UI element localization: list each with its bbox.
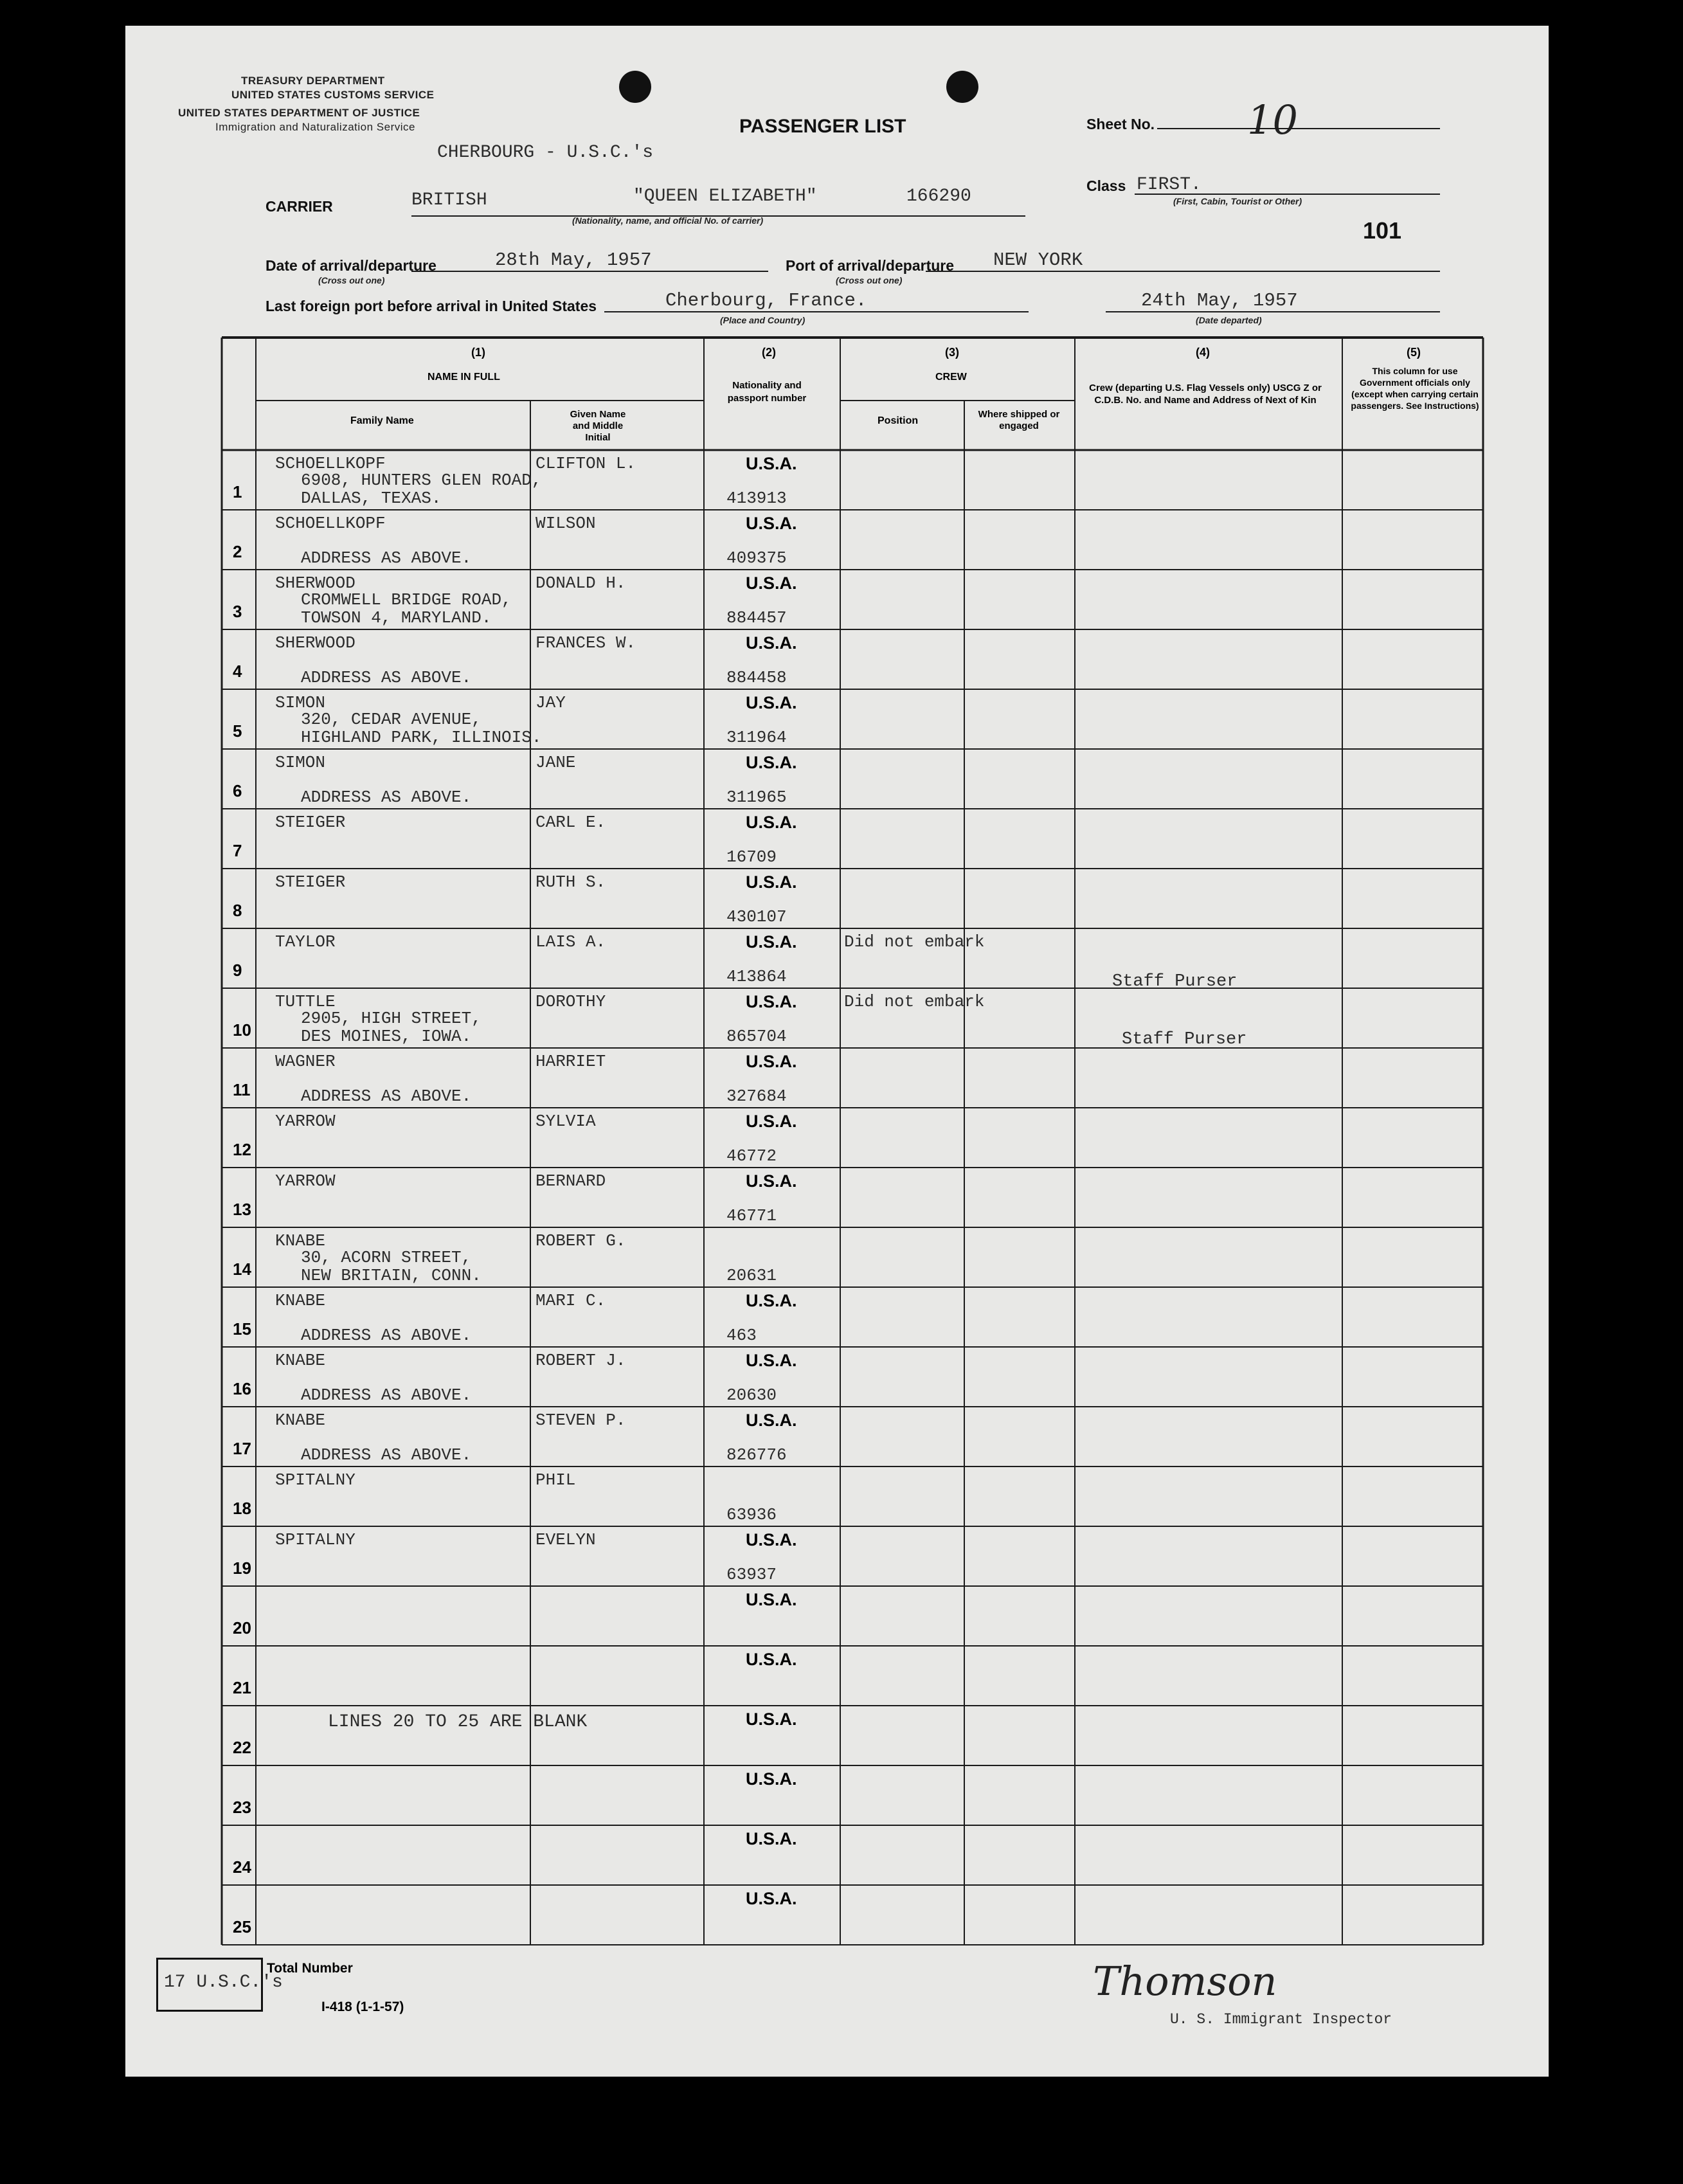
given-name: MARI C.	[536, 1291, 606, 1310]
passport-number: 46772	[726, 1146, 777, 1166]
arrival-cross-out: (Cross out one)	[318, 275, 385, 285]
row-number: 10	[233, 1020, 251, 1040]
carrier-caption: (Nationality, name, and official No. of carrier)	[572, 215, 764, 226]
family-name: SPITALNY	[275, 1470, 356, 1490]
sheet-label: Sheet No.	[1086, 116, 1155, 132]
address-line-2: ADDRESS AS ABOVE.	[301, 548, 472, 568]
row-number: 11	[233, 1080, 251, 1099]
carrier-name: "QUEEN ELIZABETH"	[633, 186, 817, 206]
last-port: Cherbourg, France.	[665, 290, 867, 311]
crew-remark: Did not embark	[844, 992, 985, 1011]
nationality: U.S.A.	[746, 1351, 797, 1370]
last-port-label: Last foreign port before arrival in United States	[266, 298, 597, 314]
row-number: 19	[233, 1558, 251, 1578]
row-number: 20	[233, 1618, 251, 1638]
nationality: U.S.A.	[746, 813, 797, 832]
given-name: CLIFTON L.	[536, 454, 636, 473]
row-number: 13	[233, 1200, 251, 1219]
address-line-2: ADDRESS AS ABOVE.	[301, 668, 472, 687]
row-number: 25	[233, 1917, 251, 1936]
address-line-2: ADDRESS AS ABOVE.	[301, 1385, 472, 1405]
address-line: CROMWELL BRIDGE ROAD,	[301, 590, 512, 609]
passport-number: 20630	[726, 1385, 777, 1405]
carrier-nationality: BRITISH	[411, 190, 487, 210]
row-number: 17	[233, 1439, 251, 1458]
address-line-2: ADDRESS AS ABOVE.	[301, 1326, 472, 1345]
address-line: 2905, HIGH STREET,	[301, 1009, 482, 1028]
given-name: RUTH S.	[536, 872, 606, 892]
ins-service: Immigration and Naturalization Service	[215, 121, 415, 133]
family-name: YARROW	[275, 1171, 336, 1191]
passport-number: 16709	[726, 847, 777, 867]
form-number: I-418 (1-1-57)	[321, 1999, 404, 2014]
nationality: U.S.A.	[746, 454, 797, 473]
given-name: ROBERT J.	[536, 1351, 626, 1370]
family-name: KNABE	[275, 1291, 326, 1310]
inspector-signature: Thomson	[1093, 1958, 1277, 2005]
nationality: U.S.A.	[746, 693, 797, 712]
address-line-2: ADDRESS AS ABOVE.	[301, 788, 472, 807]
family-name-header: Family Name	[350, 415, 414, 426]
passport-number: 413864	[726, 967, 787, 986]
nationality: U.S.A.	[746, 932, 797, 952]
nationality: U.S.A.	[746, 514, 797, 533]
arrival-date: 28th May, 1957	[495, 249, 652, 271]
nationality-header: Nationality and passport number	[727, 380, 807, 404]
passport-number: 463	[726, 1326, 757, 1345]
given-name: WILSON	[536, 514, 596, 533]
nationality: U.S.A.	[746, 1052, 797, 1071]
row-number: 16	[233, 1379, 251, 1398]
col1-number: (1)	[471, 346, 485, 359]
crew-remark: Did not embark	[844, 932, 985, 952]
family-name: SIMON	[275, 753, 326, 772]
row-number: 4	[233, 662, 242, 681]
row-number: 9	[233, 961, 242, 980]
staff-purser-note-2: Staff Purser	[1122, 1030, 1247, 1049]
nationality: U.S.A.	[746, 1769, 797, 1789]
given-name: DONALD H.	[536, 573, 626, 593]
name-in-full-header: NAME IN FULL	[428, 372, 500, 383]
row-number: 14	[233, 1259, 251, 1279]
where-shipped-header: Where shipped or engaged	[978, 409, 1060, 431]
nationality: U.S.A.	[746, 1710, 797, 1729]
carrier-official-no: 166290	[906, 186, 971, 206]
nationality: U.S.A.	[746, 1530, 797, 1549]
customs-service: UNITED STATES CUSTOMS SERVICE	[231, 89, 435, 101]
family-name: SCHOELLKOPF	[275, 454, 386, 473]
class-caption: (First, Cabin, Tourist or Other)	[1173, 196, 1302, 206]
given-name: BERNARD	[536, 1171, 606, 1191]
total-number-label: Total Number	[267, 1961, 353, 1976]
passport-number: 63937	[726, 1565, 777, 1584]
crew-departing-header: Crew (departing U.S. Flag Vessels only) USCG Z or C.D.B. No. and Name and Address of Next of Kin	[1089, 383, 1322, 406]
family-name: SCHOELLKOPF	[275, 514, 386, 533]
arrival-date-label: Date of arrival/departure	[266, 257, 437, 274]
address-line-2: TOWSON 4, MARYLAND.	[301, 608, 492, 627]
passport-number: 413913	[726, 489, 787, 508]
row-number: 2	[233, 542, 242, 561]
col3-number: (3)	[945, 346, 959, 359]
total-value: 17 U.S.C.'s	[164, 1972, 283, 1992]
given-name: CARL E.	[536, 813, 606, 832]
page-number: 101	[1363, 217, 1402, 244]
nationality: U.S.A.	[746, 633, 797, 653]
staff-purser-note-1: Staff Purser	[1112, 972, 1238, 991]
position-header: Position	[878, 415, 919, 426]
address-line-2: DES MOINES, IOWA.	[301, 1027, 472, 1046]
address-line: 30, ACORN STREET,	[301, 1248, 472, 1267]
given-name: ROBERT G.	[536, 1231, 626, 1250]
family-name: SIMON	[275, 693, 326, 712]
passport-number: 311965	[726, 788, 787, 807]
given-name-header: Given Name and Middle Initial	[570, 409, 626, 443]
passport-number: 311964	[726, 728, 787, 747]
row-number: 18	[233, 1499, 251, 1518]
nationality: U.S.A.	[746, 992, 797, 1011]
passport-number: 46771	[726, 1206, 777, 1225]
treasury-dept: TREASURY DEPARTMENT	[241, 75, 385, 87]
official-use-header: This column for use Government officials only (except when carrying certain passengers. See Instructions)	[1351, 366, 1479, 411]
passport-number: 884458	[726, 668, 787, 687]
family-name: KNABE	[275, 1231, 326, 1250]
row-number: 1	[233, 482, 242, 501]
nationality: U.S.A.	[746, 1889, 797, 1908]
nationality: U.S.A.	[746, 1171, 797, 1191]
address-line-2: HIGHLAND PARK, ILLINOIS.	[301, 728, 542, 747]
nationality: U.S.A.	[746, 753, 797, 772]
family-name: TUTTLE	[275, 992, 336, 1011]
col5-number: (5)	[1407, 346, 1421, 359]
nationality: U.S.A.	[746, 872, 797, 892]
row-number: 21	[233, 1678, 251, 1697]
col4-number: (4)	[1196, 346, 1210, 359]
nationality: U.S.A.	[746, 1829, 797, 1848]
row-number: 5	[233, 721, 242, 741]
row-number: 23	[233, 1798, 251, 1817]
port-cross-out: (Cross out one)	[836, 275, 903, 285]
port-label: Port of arrival/departure	[786, 257, 955, 274]
row-number: 6	[233, 781, 242, 800]
given-name: JANE	[536, 753, 576, 772]
address-line-2: DALLAS, TEXAS.	[301, 489, 442, 508]
justice-dept: UNITED STATES DEPARTMENT OF JUSTICE	[178, 107, 420, 119]
row-number: 15	[233, 1319, 251, 1339]
address-line-2: ADDRESS AS ABOVE.	[301, 1445, 472, 1465]
nationality: U.S.A.	[746, 1411, 797, 1430]
given-name: FRANCES W.	[536, 633, 636, 653]
family-name: KNABE	[275, 1351, 326, 1370]
nationality: U.S.A.	[746, 1291, 797, 1310]
family-name: STEIGER	[275, 872, 346, 892]
passport-number: 865704	[726, 1027, 787, 1046]
inspector-title: U. S. Immigrant Inspector	[1170, 2011, 1392, 2028]
family-name: WAGNER	[275, 1052, 336, 1071]
col2-number: (2)	[762, 346, 776, 359]
crew-header: CREW	[935, 372, 967, 383]
row-number: 7	[233, 841, 242, 860]
passport-number: 430107	[726, 907, 787, 926]
blank-lines-note: LINES 20 TO 25 ARE BLANK	[328, 1712, 588, 1732]
family-name: YARROW	[275, 1112, 336, 1131]
route: CHERBOURG - U.S.C.'s	[437, 143, 654, 163]
family-name: STEIGER	[275, 813, 346, 832]
address-line: 6908, HUNTERS GLEN ROAD,	[301, 471, 542, 490]
nationality: U.S.A.	[746, 573, 797, 593]
passport-number: 63936	[726, 1505, 777, 1524]
class-label: Class	[1086, 177, 1126, 194]
row-number: 24	[233, 1857, 251, 1877]
passport-number: 409375	[726, 548, 787, 568]
page-title: PASSENGER LIST	[739, 116, 906, 137]
place-caption: (Place and Country)	[720, 315, 806, 325]
given-name: JAY	[536, 693, 566, 712]
address-line-2: ADDRESS AS ABOVE.	[301, 1087, 472, 1106]
given-name: PHIL	[536, 1470, 576, 1490]
address-line: 320, CEDAR AVENUE,	[301, 710, 482, 729]
row-number: 12	[233, 1140, 251, 1159]
carrier-label: CARRIER	[266, 198, 333, 215]
sheet-number: 10	[1247, 96, 1298, 143]
nationality: U.S.A.	[746, 1650, 797, 1669]
family-name: KNABE	[275, 1411, 326, 1430]
passport-number: 20631	[726, 1266, 777, 1285]
row-number: 22	[233, 1738, 251, 1757]
family-name: SHERWOOD	[275, 573, 356, 593]
family-name: SHERWOOD	[275, 633, 356, 653]
row-number: 3	[233, 602, 242, 621]
date-departed-caption: (Date departed)	[1196, 315, 1262, 325]
passport-number: 826776	[726, 1445, 787, 1465]
date-departed: 24th May, 1957	[1141, 290, 1298, 311]
port-value: NEW YORK	[993, 249, 1083, 271]
nationality: U.S.A.	[746, 1112, 797, 1131]
given-name: SYLVIA	[536, 1112, 596, 1131]
passport-number: 327684	[726, 1087, 787, 1106]
given-name: LAIS A.	[536, 932, 606, 952]
address-line-2: NEW BRITAIN, CONN.	[301, 1266, 482, 1285]
given-name: HARRIET	[536, 1052, 606, 1071]
nationality: U.S.A.	[746, 1590, 797, 1609]
given-name: EVELYN	[536, 1530, 596, 1549]
given-name: DOROTHY	[536, 992, 606, 1011]
given-name: STEVEN P.	[536, 1411, 626, 1430]
family-name: TAYLOR	[275, 932, 336, 952]
row-number: 8	[233, 901, 242, 920]
family-name: SPITALNY	[275, 1530, 356, 1549]
passport-number: 884457	[726, 608, 787, 627]
class-value: FIRST.	[1137, 175, 1202, 195]
